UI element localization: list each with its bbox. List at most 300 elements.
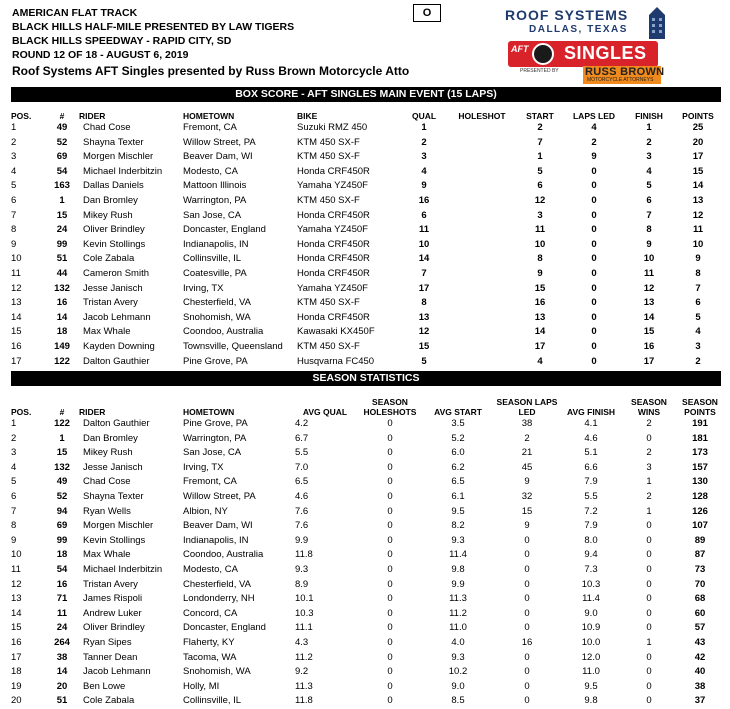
table-cell: 11.4 [582, 593, 600, 605]
table-cell: Irving, TX [183, 282, 224, 294]
table-cell: 4.3 [295, 636, 309, 648]
table-cell: 0 [524, 666, 530, 678]
table-row [11, 209, 721, 224]
table-cell: 9.9 [295, 534, 309, 546]
table-cell: 9.8 [451, 563, 465, 575]
table-cell: 0 [387, 695, 393, 707]
table-row [11, 563, 721, 578]
table-cell: 7.2 [584, 505, 598, 517]
table-cell: Cole Zabala [83, 695, 135, 707]
table-cell: 0 [524, 607, 530, 619]
table-row [11, 432, 721, 447]
table-cell: 5 [11, 180, 17, 192]
table-cell [449, 179, 515, 194]
table-cell: 9 [646, 238, 652, 250]
table-cell: 5 [695, 311, 701, 323]
table-cell: KTM 450 SX-F [297, 297, 360, 309]
table-row [11, 490, 721, 505]
building-icon [647, 5, 667, 39]
table-row [11, 505, 721, 520]
box-score-title: BOX SCORE - AFT SINGLES MAIN EVENT (15 LAPS) [11, 87, 721, 102]
table-cell: Chesterfield, VA [183, 578, 251, 590]
column-header: SEASON HOLESHOTS [363, 397, 417, 417]
table-cell: 11 [534, 224, 546, 236]
table-cell: Fremont, CA [183, 476, 237, 488]
table-cell: 7.9 [584, 520, 598, 532]
table-cell: 40 [694, 666, 706, 678]
table-cell: 3 [11, 447, 17, 459]
table-cell: 4.6 [295, 490, 309, 502]
table-cell: 12 [643, 282, 655, 294]
table-cell: 0 [387, 593, 393, 605]
table-cell: 2 [421, 136, 427, 148]
table-cell: Pine Grove, PA [183, 418, 248, 429]
table-cell: 14 [11, 311, 22, 323]
table-cell: 15 [56, 447, 68, 459]
table-cell: 0 [387, 549, 393, 561]
table-row [11, 223, 721, 238]
table-cell: Warrington, PA [183, 432, 247, 444]
table-cell: 17 [11, 651, 22, 663]
roof-systems-wordmark: ROOF SYSTEMS [505, 7, 629, 23]
table-cell: 69 [56, 520, 68, 532]
table-row [11, 636, 721, 651]
column-header: AVG QUAL [302, 407, 348, 417]
table-cell: 54 [56, 165, 68, 177]
table-cell: 38 [694, 680, 706, 692]
table-cell: 0 [591, 253, 597, 265]
table-cell: 19 [11, 680, 22, 692]
table-cell: 9 [421, 180, 427, 192]
table-cell: 0 [387, 461, 393, 473]
table-cell: Doncaster, England [183, 224, 266, 236]
table-cell: KTM 450 SX-F [297, 340, 360, 352]
table-cell: 14 [643, 311, 655, 323]
column-header: HOMETOWN [183, 407, 235, 417]
column-header: HOLESHOT [458, 111, 506, 121]
table-row [11, 446, 721, 461]
table-cell: 6.5 [451, 476, 465, 488]
table-cell: 8 [646, 224, 652, 236]
table-cell: Michael Inderbitzin [83, 165, 163, 177]
table-cell: 12 [11, 282, 22, 294]
table-cell: 38 [521, 418, 533, 429]
table-cell: 0 [387, 490, 393, 502]
table-cell: Townsville, Queensland [183, 340, 283, 352]
table-cell: 3 [695, 340, 701, 352]
table-cell: 52 [56, 136, 68, 148]
table-cell: 3 [646, 461, 652, 473]
table-cell: 7 [537, 136, 543, 148]
table-cell: 15 [692, 165, 704, 177]
table-cell: 11.3 [449, 593, 467, 605]
table-cell: Irving, TX [183, 461, 224, 473]
table-cell: Yamaha YZ450F [297, 282, 368, 294]
table-cell [449, 311, 515, 326]
table-row [11, 311, 721, 326]
table-cell: 6.1 [451, 490, 465, 502]
table-cell: 0 [646, 680, 652, 692]
table-cell: 10 [692, 238, 704, 250]
table-cell: 12 [11, 578, 22, 590]
table-cell: 13 [11, 593, 22, 605]
column-header: SEASON WINS [631, 397, 667, 417]
table-cell: 1 [11, 122, 17, 133]
table-cell [449, 267, 515, 282]
table-cell: Cameron Smith [83, 267, 149, 279]
table-cell: Mikey Rush [83, 209, 133, 221]
table-cell: 0 [387, 636, 393, 648]
table-cell: 0 [387, 418, 393, 429]
table-cell: Beaver Dam, WI [183, 151, 253, 163]
table-cell: 0 [591, 355, 597, 367]
box-score-table [11, 103, 721, 369]
table-cell [449, 194, 515, 209]
table-cell: 43 [694, 636, 706, 648]
table-cell: 0 [646, 549, 652, 561]
table-cell: 0 [524, 651, 530, 663]
table-cell: 18 [11, 666, 22, 678]
table-row [11, 592, 721, 607]
table-cell: KTM 450 SX-F [297, 151, 360, 163]
column-header: RIDER [79, 407, 106, 417]
table-cell: 132 [54, 282, 70, 294]
table-cell: 0 [387, 505, 393, 517]
table-row [11, 282, 721, 297]
table-cell: 8 [11, 224, 17, 236]
table-cell: Snohomish, WA [183, 666, 251, 678]
column-header: HOMETOWN [183, 111, 235, 121]
table-cell: 9 [11, 238, 17, 250]
table-cell: 0 [591, 311, 597, 323]
table-cell: Jesse Janisch [83, 461, 143, 473]
column-header: SEASON LAPS LED [496, 397, 558, 417]
table-cell: 70 [694, 578, 706, 590]
table-cell: 4 [421, 165, 427, 177]
table-cell: Ryan Wells [83, 505, 131, 517]
table-cell: 3 [537, 209, 543, 221]
table-cell: 9.9 [451, 578, 465, 590]
table-cell: 1 [646, 636, 652, 648]
table-cell: Shayna Texter [83, 136, 144, 148]
table-cell: 10 [11, 253, 22, 265]
table-cell [449, 325, 515, 340]
table-row [11, 694, 721, 709]
table-cell: 0 [524, 563, 530, 575]
column-header: LAPS LED [572, 111, 616, 121]
table-cell: 0 [646, 607, 652, 619]
table-row [11, 340, 721, 355]
column-header: FINISH [635, 111, 663, 121]
table-cell: 14 [534, 326, 546, 338]
table-cell: 11.3 [295, 680, 313, 692]
table-cell: 11 [11, 267, 21, 279]
table-cell: 2 [695, 355, 701, 367]
table-cell [449, 136, 515, 151]
table-row [11, 461, 721, 476]
table-cell: 7.6 [295, 505, 309, 517]
table-cell: 10.0 [581, 636, 601, 648]
table-cell: 16 [56, 297, 68, 309]
table-cell: 7 [646, 209, 652, 221]
table-cell: 0 [591, 209, 597, 221]
column-header: START [526, 111, 554, 121]
table-cell: 6 [695, 297, 701, 309]
table-cell: 18 [56, 549, 68, 561]
table-cell: 51 [56, 695, 68, 707]
table-cell: Ryan Sipes [83, 636, 132, 648]
table-cell: Kevin Stollings [83, 238, 146, 250]
table-cell: Andrew Luker [83, 607, 142, 619]
table-cell: 9 [524, 520, 530, 532]
table-cell: 10.2 [448, 666, 468, 678]
table-cell: 0 [524, 549, 530, 561]
table-cell: 94 [56, 505, 68, 517]
table-cell [449, 150, 515, 165]
table-cell: Londonderry, NH [183, 593, 255, 605]
table-cell: 0 [591, 326, 597, 338]
table-cell: KTM 450 SX-F [297, 136, 360, 148]
table-cell: Dan Bromley [83, 194, 138, 206]
table-cell: 11.0 [449, 622, 467, 634]
table-cell: 6.5 [295, 476, 309, 488]
table-cell: 13 [418, 311, 430, 323]
table-cell: Oliver Brindley [83, 224, 145, 236]
table-cell: 0 [646, 432, 652, 444]
table-cell: Honda CRF450R [297, 238, 370, 250]
table-row [11, 179, 721, 194]
table-cell: 7 [421, 267, 427, 279]
table-cell: 1 [537, 151, 543, 163]
table-cell: 10 [418, 238, 430, 250]
table-cell: 99 [56, 534, 68, 546]
table-cell: Collinsville, IL [183, 695, 242, 707]
table-cell: 16 [521, 636, 533, 648]
table-cell: 7 [11, 209, 17, 221]
russ-brown-logo [583, 66, 665, 84]
table-cell: 0 [524, 680, 530, 692]
table-cell: 0 [646, 622, 652, 634]
table-cell: 7.0 [295, 461, 309, 473]
table-cell: Warrington, PA [183, 194, 247, 206]
table-row [11, 651, 721, 666]
round-date: ROUND 12 OF 18 - AUGUST 6, 2019 [12, 49, 189, 61]
table-cell: 9.5 [451, 505, 465, 517]
table-cell [449, 355, 515, 370]
table-cell: Max Whale [83, 549, 131, 561]
table-cell: 1 [59, 194, 65, 206]
table-cell: 0 [387, 563, 393, 575]
table-cell: 2 [11, 136, 17, 148]
table-cell: 0 [646, 563, 652, 575]
table-cell: 9 [591, 151, 597, 163]
table-cell: 15 [521, 505, 533, 517]
table-cell: 99 [56, 238, 68, 250]
table-cell: 9 [524, 476, 530, 488]
table-row [11, 121, 721, 136]
table-cell: 6 [646, 194, 652, 206]
table-cell: 15 [643, 326, 655, 338]
table-cell: 16 [534, 297, 546, 309]
table-cell: Honda CRF450R [297, 311, 370, 323]
table-cell: 14 [692, 180, 704, 192]
table-cell: 8 [421, 297, 427, 309]
table-cell: 4 [591, 122, 597, 133]
rider-emblem-icon [532, 43, 554, 65]
table-cell: 1 [646, 122, 652, 133]
table-cell: 6 [11, 194, 17, 206]
table-cell: 0 [387, 520, 393, 532]
table-cell: 13 [534, 311, 546, 323]
column-header: POS. [11, 111, 32, 121]
table-cell: 0 [591, 224, 597, 236]
table-cell: Shayna Texter [83, 490, 144, 502]
table-cell: 8 [537, 253, 543, 265]
column-header: AVG FINISH [566, 407, 615, 417]
season-statistics-table [11, 387, 721, 709]
table-cell: 2 [646, 418, 652, 429]
table-cell: 4.6 [584, 432, 598, 444]
table-cell: Tanner Dean [83, 651, 138, 663]
column-header: AVG START [434, 407, 482, 417]
table-cell: 181 [692, 432, 708, 444]
table-row [11, 475, 721, 490]
table-cell: San Jose, CA [183, 209, 242, 221]
table-cell: 11.2 [295, 651, 313, 663]
table-cell: 0 [591, 340, 597, 352]
russ-brown-wordmark: RUSS BROWN [585, 66, 665, 78]
table-cell: Max Whale [83, 326, 131, 338]
table-cell: 5 [11, 476, 17, 488]
table-cell: 20 [692, 136, 704, 148]
table-cell: 15 [11, 326, 22, 338]
table-cell: 49 [56, 476, 68, 488]
table-cell: 0 [646, 593, 652, 605]
table-row [11, 194, 721, 209]
table-cell: 5 [537, 165, 543, 177]
table-cell: 2 [591, 136, 597, 148]
table-cell: 5.5 [584, 490, 598, 502]
table-row [11, 607, 721, 622]
table-cell: 7.3 [584, 563, 598, 575]
table-cell: 122 [54, 355, 70, 367]
table-cell: 16 [11, 636, 22, 648]
table-cell: 10.3 [581, 578, 601, 590]
table-cell: 11.8 [295, 695, 313, 707]
table-cell [449, 165, 515, 180]
table-cell: 9.0 [584, 607, 598, 619]
table-cell: 20 [56, 680, 68, 692]
table-cell: Ben Lowe [83, 680, 126, 692]
table-cell: 0 [387, 651, 393, 663]
table-cell: 264 [54, 636, 70, 648]
table-cell: 9.3 [451, 651, 465, 663]
table-row [11, 267, 721, 282]
table-cell: 0 [524, 695, 530, 707]
table-cell: 73 [694, 563, 706, 575]
table-cell: 128 [692, 490, 708, 502]
table-cell: 173 [692, 447, 708, 459]
table-cell: Oliver Brindley [83, 622, 145, 634]
column-header: BIKE [297, 111, 318, 121]
table-cell: Jesse Janisch [83, 282, 143, 294]
table-cell: Dan Bromley [83, 432, 138, 444]
season-statistics-body [11, 417, 721, 709]
table-cell: 0 [646, 651, 652, 663]
table-cell [449, 223, 515, 238]
roof-systems-location: DALLAS, TEXAS [529, 24, 628, 35]
table-cell: 163 [54, 180, 70, 192]
table-cell: Holly, MI [183, 680, 220, 692]
table-cell: 12.0 [581, 651, 601, 663]
table-cell: Tacoma, WA [183, 651, 237, 663]
table-cell: 4 [537, 355, 543, 367]
table-cell: 8.5 [451, 695, 465, 707]
table-cell: Honda CRF450R [297, 267, 370, 279]
table-cell: Indianapolis, IN [183, 534, 249, 546]
table-cell: 3.5 [451, 418, 465, 429]
table-cell: 3 [11, 151, 17, 163]
table-cell: Suzuki RMZ 450 [297, 122, 368, 133]
table-cell: Flaherty, KY [183, 636, 235, 648]
table-cell: 2 [646, 490, 652, 502]
table-row [11, 519, 721, 534]
table-cell: Albion, NY [183, 505, 228, 517]
table-cell: 11 [56, 607, 68, 619]
table-cell: Yamaha YZ450F [297, 180, 368, 192]
table-cell: 6.2 [451, 461, 465, 473]
table-cell: 0 [387, 578, 393, 590]
table-cell: 0 [646, 520, 652, 532]
column-header: # [59, 111, 65, 121]
table-cell: 157 [692, 461, 708, 473]
table-cell: 49 [56, 122, 68, 133]
table-cell: 130 [692, 476, 708, 488]
table-cell: 60 [694, 607, 706, 619]
table-cell: Mikey Rush [83, 447, 133, 459]
table-cell: 2 [646, 447, 652, 459]
table-cell: 191 [692, 418, 708, 429]
table-cell: 87 [694, 549, 706, 561]
table-cell: 1 [646, 476, 652, 488]
table-cell: Jacob Lehmann [83, 311, 151, 323]
table-cell: 11 [11, 563, 21, 575]
table-cell: Kayden Downing [83, 340, 155, 352]
table-cell: 24 [56, 224, 68, 236]
table-cell: 24 [56, 622, 68, 634]
table-cell: Morgen Mischler [83, 520, 154, 532]
table-cell: 14 [11, 607, 22, 619]
table-cell: 9 [11, 534, 17, 546]
table-cell: 10 [534, 238, 546, 250]
table-cell: 10 [643, 253, 655, 265]
table-cell: Concord, CA [183, 607, 238, 619]
column-header: QUAL [411, 111, 437, 121]
table-cell: 20 [11, 695, 22, 707]
table-cell: 6.7 [295, 432, 309, 444]
table-cell: 5 [421, 355, 427, 367]
column-header: SEASON POINTS [682, 397, 718, 417]
table-cell: 5.1 [584, 447, 598, 459]
table-row [11, 417, 721, 432]
table-row [11, 680, 721, 695]
table-cell: 11.2 [449, 607, 467, 619]
table-cell: San Jose, CA [183, 447, 242, 459]
column-header: POINTS [682, 111, 714, 121]
table-cell: 0 [524, 593, 530, 605]
table-cell: 2 [537, 122, 543, 133]
aft-singles-wordmark: SINGLES [564, 43, 647, 63]
